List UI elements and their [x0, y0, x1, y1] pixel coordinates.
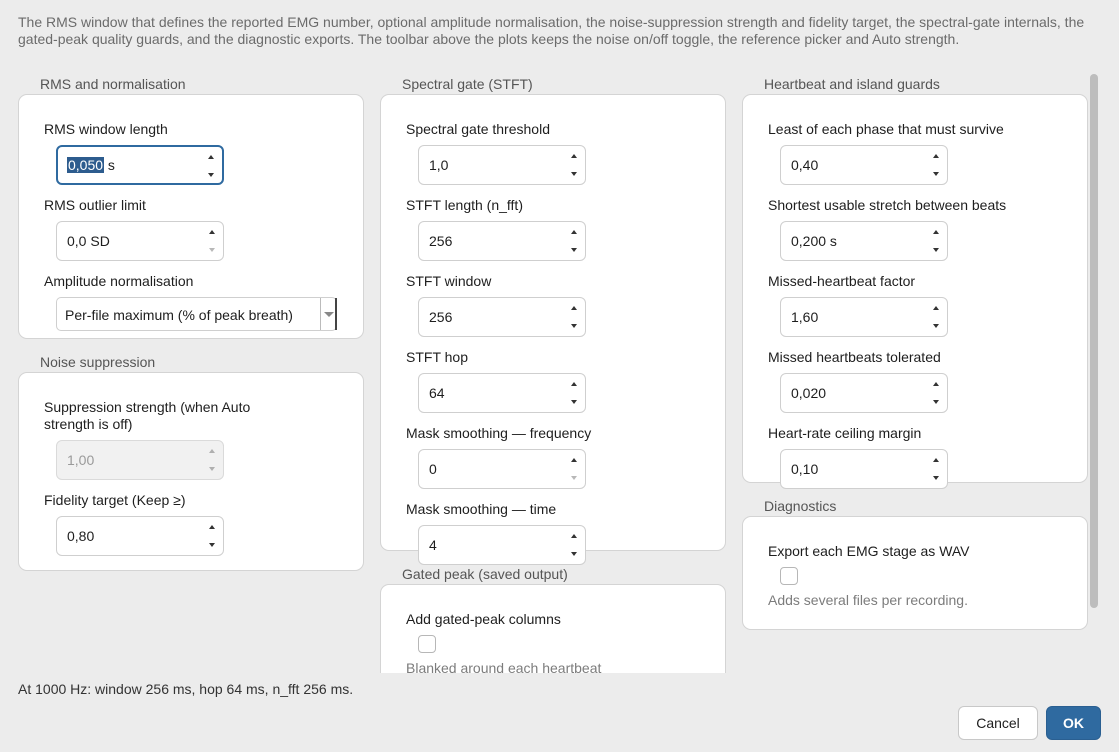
spin-up-icon[interactable]: [933, 306, 939, 310]
heartbeat-panel: [742, 94, 1088, 483]
rms-outlier-value: 0,0 SD: [67, 233, 110, 249]
ceiling-margin-value: 0,10: [791, 461, 819, 477]
spin-arrows[interactable]: [933, 378, 941, 408]
stft-hop-value: 64: [429, 385, 445, 401]
mask-smoothing-time-spinbox[interactable]: [418, 525, 586, 565]
export-wav-checkbox[interactable]: [780, 567, 798, 585]
export-wav-hint: Adds several files per recording.: [768, 592, 968, 608]
suppression-strength-value: 1,00: [67, 452, 95, 468]
stft-summary-note: At 1000 Hz: window 256 ms, hop 64 ms, n_fft 256 ms.: [18, 681, 354, 697]
spin-down-icon[interactable]: [571, 476, 577, 480]
rms-outlier-label: RMS outlier limit: [44, 197, 146, 213]
spin-down-icon[interactable]: [933, 324, 939, 328]
column-left: [18, 76, 364, 571]
spin-up-icon[interactable]: [571, 230, 577, 234]
fidelity-target-label: Fidelity target (Keep ≥): [44, 492, 186, 508]
stft-hop-label: STFT hop: [406, 349, 468, 365]
spin-up-icon[interactable]: [209, 230, 215, 234]
mask-smoothing-freq-value: 0: [429, 461, 437, 477]
spin-arrows[interactable]: [208, 151, 216, 181]
diagnostics-panel: [742, 516, 1088, 630]
spin-down-icon[interactable]: [933, 248, 939, 252]
spin-up-icon[interactable]: [933, 230, 939, 234]
cancel-button[interactable]: Cancel: [958, 706, 1038, 740]
mask-smoothing-time-label: Mask smoothing — time: [406, 501, 557, 517]
missed-factor-value: 1,60: [791, 309, 819, 325]
stft-length-spinbox[interactable]: [418, 221, 586, 261]
spin-arrows[interactable]: [209, 226, 217, 256]
spin-up-icon[interactable]: [571, 306, 577, 310]
spin-arrows[interactable]: [571, 302, 579, 332]
spin-down-icon[interactable]: [933, 400, 939, 404]
missed-tolerated-label: Missed heartbeats tolerated: [768, 349, 941, 365]
fidelity-target-value: 0,80: [67, 528, 95, 544]
rms-window-selected-value: 0,050: [68, 157, 104, 173]
export-wav-label: Export each EMG stage as WAV: [768, 543, 970, 559]
rms-outlier-spinbox[interactable]: [56, 221, 224, 261]
fidelity-target-spinbox[interactable]: [56, 516, 224, 556]
dialog-description: The RMS window that defines the reported EMG number, optional amplitude normalisation, the noise-suppression strength and fidelity target, the spectral-gate internals, the gated-peak quality guards, and the diagnostic exports. The toolbar above the plots keeps the noise on/off toggle, the reference picker and Auto strength.: [18, 14, 1085, 47]
amplitude-norm-label: Amplitude normalisation: [44, 273, 194, 289]
rms-window-label: RMS window length: [44, 121, 168, 137]
chevron-down-icon[interactable]: [320, 298, 337, 330]
stft-window-spinbox[interactable]: [418, 297, 586, 337]
spin-arrows[interactable]: [933, 226, 941, 256]
spin-up-icon[interactable]: [571, 534, 577, 538]
spin-up-icon[interactable]: [933, 458, 939, 462]
spin-arrows[interactable]: [571, 530, 579, 560]
phase-survive-spinbox[interactable]: [780, 145, 948, 185]
heartbeat-group-title: Heartbeat and island guards: [764, 76, 940, 92]
spin-arrows[interactable]: [933, 302, 941, 332]
mask-smoothing-freq-label: Mask smoothing — frequency: [406, 425, 592, 441]
suppression-strength-spinbox: [56, 440, 224, 480]
spectral-panel: [380, 94, 726, 551]
gated-columns-label: Add gated-peak columns: [406, 611, 561, 627]
spin-up-icon: [209, 449, 215, 453]
spectral-group-title: Spectral gate (STFT): [402, 76, 533, 92]
spin-down-icon[interactable]: [209, 248, 215, 252]
shortest-stretch-spinbox[interactable]: [780, 221, 948, 261]
spin-down-icon[interactable]: [208, 173, 214, 177]
stft-window-label: STFT window: [406, 273, 492, 289]
spin-up-icon[interactable]: [933, 382, 939, 386]
spin-down-icon[interactable]: [571, 400, 577, 404]
spin-down-icon[interactable]: [571, 172, 577, 176]
gated-group-title: Gated peak (saved output): [402, 566, 568, 582]
phase-survive-label: Least of each phase that must survive: [768, 121, 1004, 137]
spin-arrows[interactable]: [933, 454, 941, 484]
spin-up-icon[interactable]: [209, 525, 215, 529]
stft-length-value: 256: [429, 233, 453, 249]
amplitude-norm-value: Per-file maximum (% of peak breath): [65, 307, 293, 323]
missed-factor-label: Missed-heartbeat factor: [768, 273, 916, 289]
shortest-stretch-value: 0,200 s: [791, 233, 837, 249]
stft-length-label: STFT length (n_fft): [406, 197, 523, 213]
mask-smoothing-time-value: 4: [429, 537, 437, 553]
amplitude-norm-select[interactable]: [56, 297, 337, 331]
spin-arrows[interactable]: [571, 454, 579, 484]
spin-up-icon[interactable]: [571, 382, 577, 386]
column-right: [742, 76, 1088, 630]
spin-down-icon[interactable]: [209, 543, 215, 547]
shortest-stretch-label: Shortest usable stretch between beats: [768, 197, 1007, 213]
missed-tolerated-value: 0,020: [791, 385, 827, 401]
missed-tolerated-spinbox[interactable]: [780, 373, 948, 413]
spin-arrows[interactable]: [571, 150, 579, 180]
stft-window-value: 256: [429, 309, 453, 325]
spin-up-icon[interactable]: [933, 154, 939, 158]
rms-group-title: RMS and normalisation: [40, 76, 186, 92]
gate-threshold-label: Spectral gate threshold: [406, 121, 550, 137]
rms-window-spinbox[interactable]: [56, 145, 224, 185]
spin-up-icon[interactable]: [571, 154, 577, 158]
spin-arrows[interactable]: [571, 226, 579, 256]
diagnostics-group-title: Diagnostics: [764, 498, 837, 514]
gated-columns-hint: Blanked around each heartbeat: [406, 660, 602, 673]
spin-down-icon[interactable]: [571, 324, 577, 328]
spin-up-icon[interactable]: [208, 155, 214, 159]
ceiling-margin-spinbox[interactable]: [780, 449, 948, 489]
spin-arrows[interactable]: [571, 378, 579, 408]
spin-down-icon[interactable]: [571, 248, 577, 252]
ok-button[interactable]: OK: [1046, 706, 1101, 740]
rms-window-unit: s: [104, 157, 115, 173]
gate-threshold-spinbox[interactable]: [418, 145, 586, 185]
noise-panel: [18, 372, 364, 571]
spin-down-icon[interactable]: [933, 172, 939, 176]
gate-threshold-value: 1,0: [429, 157, 449, 173]
phase-survive-value: 0,40: [791, 157, 819, 173]
spin-down-icon[interactable]: [933, 476, 939, 480]
column-middle: [380, 76, 726, 673]
vertical-scrollbar[interactable]: [1090, 74, 1098, 608]
spin-down-icon: [209, 467, 215, 471]
noise-group-title: Noise suppression: [40, 354, 156, 370]
spin-arrows[interactable]: [209, 521, 217, 551]
missed-factor-spinbox[interactable]: [780, 297, 948, 337]
suppression-strength-label: Suppression strength (when Auto strength is off): [44, 399, 251, 432]
gated-panel: [380, 584, 726, 673]
spin-arrows[interactable]: [933, 150, 941, 180]
gated-columns-checkbox[interactable]: [418, 635, 436, 653]
spin-down-icon[interactable]: [571, 552, 577, 556]
spin-up-icon[interactable]: [571, 458, 577, 462]
spin-arrows: [209, 445, 217, 475]
mask-smoothing-freq-spinbox[interactable]: [418, 449, 586, 489]
ceiling-margin-label: Heart-rate ceiling margin: [768, 425, 922, 441]
stft-hop-spinbox[interactable]: [418, 373, 586, 413]
rms-panel: [18, 94, 364, 339]
